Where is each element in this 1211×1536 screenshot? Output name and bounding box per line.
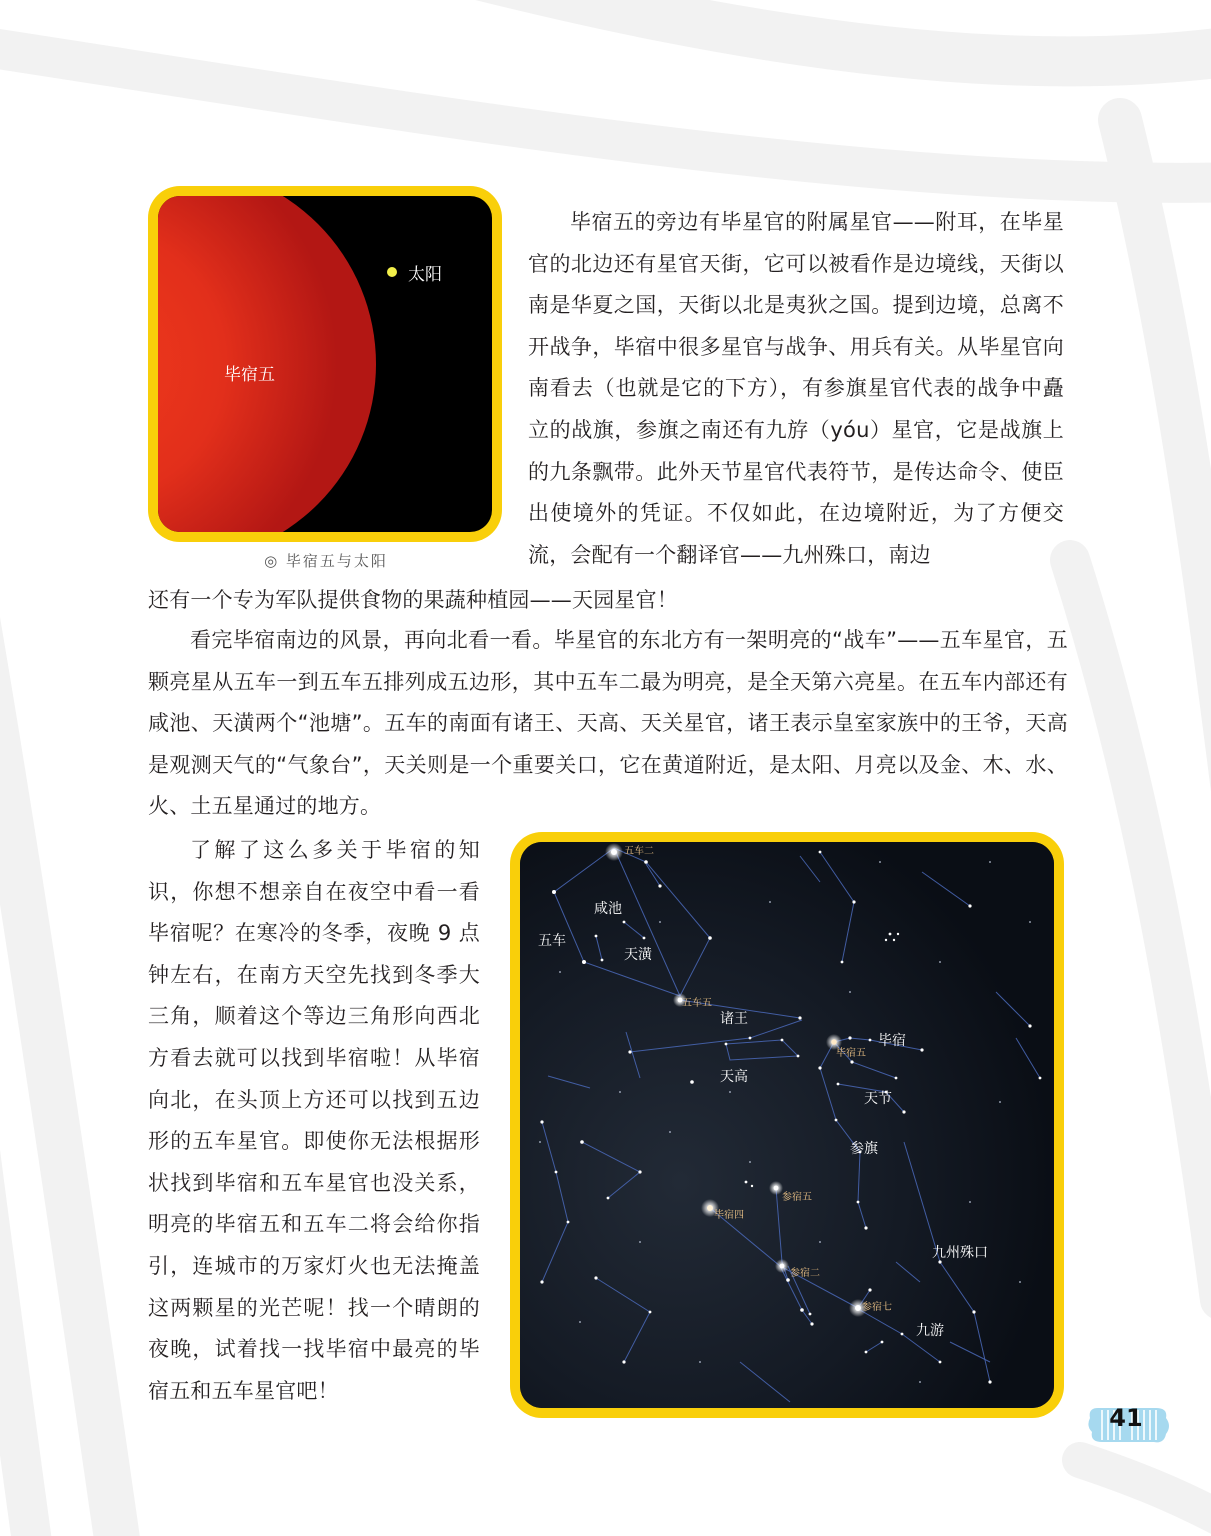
aldebaran-figure (158, 196, 492, 532)
aldebaran-illustration (158, 196, 492, 532)
figure-caption: ◎ 毕宿五与太阳 (264, 552, 388, 570)
page-number-tab (1088, 1400, 1172, 1448)
label-aldebaran: 毕宿五 (224, 365, 275, 385)
label-canxiu7: 参宿七 (862, 1302, 892, 1313)
paragraph-3: 了解了这么多关于毕宿的知识，你想不想亲自在夜空中看一看毕宿呢？在寒冷的冬季，夜晚 9 点钟左右，在南方天空先找到冬季大三角，顺着这个等边三角形向西北方看去就可以找到毕宿啦！从毕宿向北，在头顶上方还可以找到五边形的五车星官。即使你无法根据形状找到毕宿和五车星官也没关系，明亮的毕宿五和五车二将会给你指引，连城市的万家灯火也无法掩盖这两颗星的光芒呢！找一个晴朗的夜晚，试着找一找毕宿中最亮的毕宿五和五车星官吧！ (148, 838, 480, 1403)
paragraph-1: 毕宿五的旁边有毕星官的附属星官——附耳，在毕星官的北边还有星官天街，它可以被看作是边境线，天街以南是华夏之国，天街以北是夷狄之国。提到边境，总离不开战争，毕宿中很多星官与战争、用兵有关。从毕星官向南看去（也就是它的下方），有参旗星官代表的战争中矗立的战旗，参旗之南还有九斿（yóu）星官，它是战旗上的九条飘带。此外天节星官代表符节，是传达命令、使臣出使境外的凭证。不仅如此，在边境附近，为了方便交流，会配有一个翻译官——九州殊口，南边 (528, 210, 1064, 567)
aldebaran-figure-frame (148, 186, 502, 542)
label-canqi: 参旗 (850, 1141, 878, 1157)
label-bisu5: 毕宿五 (836, 1048, 866, 1059)
paragraph-2: 看完毕宿南边的风景，再向北看一看。毕星官的东北方有一架明亮的“战车”——五车星官，五颗亮星从五车一到五车五排列成五边形，其中五车二最为明亮，是全天第六亮星。在五车内部还有咸池、天潢两个“池塘”。五车的南面有诸王、天高、天关星官，诸王表示皇室家族中的王爷，天高是观测天气的“气象台”，天关则是一个重要关口，它在黄道附近，是太阳、月亮以及金、木、水、火、土五星通过的地方。 (148, 628, 1068, 819)
label-bisu: 毕宿 (878, 1033, 906, 1049)
sky-map-frame (510, 832, 1064, 1418)
label-tianhuang: 天潢 (624, 947, 652, 963)
label-canxiu5: 参宿五 (782, 1192, 812, 1203)
label-wuche2: 五车二 (624, 846, 654, 857)
label-jiuyou: 九游 (916, 1323, 944, 1339)
label-canxiu2: 参宿二 (790, 1268, 820, 1279)
label-bisu4: 毕宿四 (714, 1210, 744, 1221)
label-jiuzhoushukou: 九州殊口 (932, 1245, 988, 1261)
label-zhuwang: 诸王 (720, 1011, 748, 1027)
paragraph-1-tail: 还有一个专为军队提供食物的果蔬种植园——天园星官！ (148, 588, 678, 612)
label-tiangao: 天高 (720, 1069, 748, 1085)
page-number: 41 (1109, 1404, 1143, 1432)
label-tianjie: 天节 (864, 1091, 892, 1107)
sky-map (520, 842, 1054, 1408)
label-wuche: 五车 (538, 933, 566, 949)
label-wuche5: 五车五 (682, 998, 712, 1009)
sky-map-chart (520, 842, 1054, 1408)
label-xianchi: 咸池 (594, 901, 622, 917)
label-sun: 太阳 (408, 265, 442, 285)
sun-dot (387, 267, 397, 277)
